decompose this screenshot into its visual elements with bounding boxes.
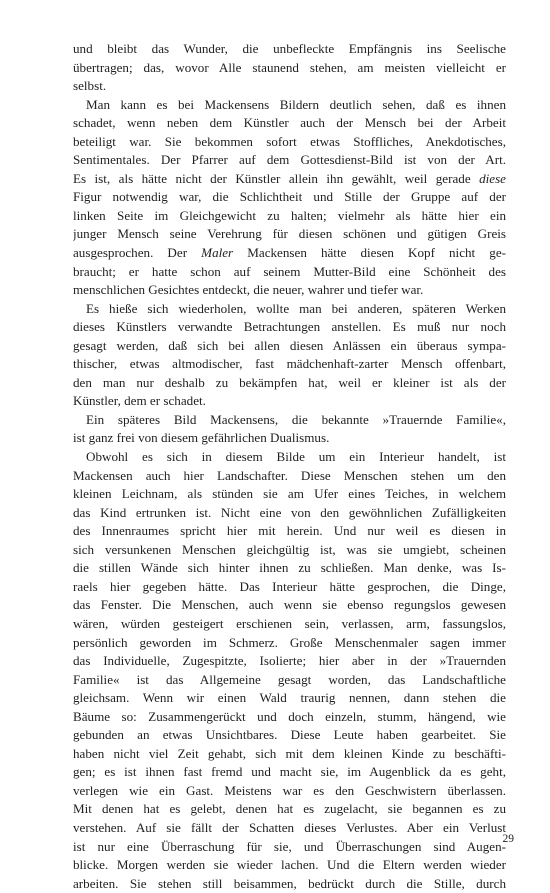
emphasized-word: diese bbox=[479, 170, 506, 186]
text-line bbox=[73, 708, 506, 727]
text-segment: thischer, etwas altmodischer, fast mädchenhaft-zarter Mensch offenbart, bbox=[73, 356, 506, 372]
text-line bbox=[73, 726, 506, 745]
text-line bbox=[73, 300, 506, 319]
text-line bbox=[73, 59, 506, 78]
text-line bbox=[73, 114, 506, 133]
text-segment: verstehen. Auf sie fällt der Schatten dieses Verlustes. Aber ein Verlust bbox=[73, 819, 506, 835]
text-segment: persönlich geworden im Schmerz. Große Menschenmaler sagen immer bbox=[73, 634, 506, 650]
text-segment: Bäume so: Zusammengerückt und doch einzeln, stumm, hängend, wie bbox=[73, 708, 506, 724]
text-line bbox=[73, 244, 506, 263]
text-line bbox=[73, 856, 506, 875]
text-segment: menschlichen Gesichtes entdeckt, die neuer, wahrer und tiefer war. bbox=[73, 282, 424, 298]
page-number: 29 bbox=[502, 833, 514, 845]
text-segment: raels hier gegeben hätte. Das Interieur hätte gesprochen, die Dinge, bbox=[73, 578, 506, 594]
text-line bbox=[73, 207, 506, 226]
text-segment: Sentimentales. Der Pfarrer auf dem Gottesdienst-Bild ist von der Art. bbox=[73, 152, 506, 168]
text-line bbox=[73, 392, 506, 411]
text-segment: die stillen Wände sich hinter ihnen zu schließen. Man denke, was Is- bbox=[73, 560, 506, 576]
text-line bbox=[73, 170, 506, 189]
text-line bbox=[73, 615, 506, 634]
text-line bbox=[73, 596, 506, 615]
text-line bbox=[73, 800, 506, 819]
text-segment: braucht; er hatte schon auf seinem Mutter-Bild eine Schönheit des bbox=[73, 263, 506, 279]
text-line bbox=[73, 838, 506, 857]
text-line bbox=[73, 652, 506, 671]
text-segment: verlegen wie ein Gast. Meistens war es den Geschwistern überlassen. bbox=[73, 782, 506, 798]
text-segment: das Fenster. Die Menschen, auch wenn sie ebenso regungslos gewesen bbox=[73, 597, 506, 613]
text-segment: den man nur deshalb zu bekämpfen hat, weil er kleiner ist als der bbox=[73, 374, 506, 390]
text-segment: Mackensen hätte diesen Kopf nicht ge- bbox=[233, 245, 506, 261]
text-line bbox=[73, 578, 506, 597]
text-segment: und bleibt das Wunder, die unbefleckte Empfängnis ins Seelische bbox=[73, 41, 506, 56]
body-text bbox=[73, 40, 506, 893]
text-line bbox=[73, 782, 506, 801]
text-line bbox=[73, 318, 506, 337]
text-line bbox=[73, 429, 506, 448]
text-line bbox=[73, 467, 506, 486]
text-line bbox=[73, 133, 506, 152]
text-segment: ist ganz frei von diesem gefährlichen Dualismus. bbox=[73, 430, 330, 446]
text-segment: selbst. bbox=[73, 78, 107, 94]
text-line bbox=[73, 689, 506, 708]
text-segment: Man kann es bei Mackensens Bildern deutlich sehen, daß es ihnen bbox=[86, 96, 506, 112]
text-segment: Künstler, dem er schadet. bbox=[73, 393, 206, 409]
text-line bbox=[73, 504, 506, 523]
text-segment: das Kind ertrunken ist. Nicht eine von den gewöhnlichen Zufälligkeiten bbox=[73, 504, 506, 520]
text-segment: Mackensen auch hier Landschafter. Diese Menschen stehen um den bbox=[73, 467, 506, 483]
text-segment: dieses Künstlers verwandte Betrachtungen anstellen. Es muß nur noch bbox=[73, 319, 506, 335]
text-segment: gesagt werden, daß sich bei allen diesen Anlässen ein überaus sympa- bbox=[73, 337, 506, 353]
text-line bbox=[73, 263, 506, 282]
text-segment: übertragen; das, wovor Alle staunend stehen, am meisten vielleicht er bbox=[73, 59, 506, 75]
text-line bbox=[73, 485, 506, 504]
text-segment: das Individuelle, Zugespitzte, Isolierte; hier aber in der »Trauernden bbox=[73, 653, 506, 669]
text-segment: beteiligt war. Sie bekommen sofort etwas Stoffliches, Anekdotisches, bbox=[73, 133, 506, 149]
text-line bbox=[73, 40, 506, 59]
text-segment: Ein späteres Bild Mackensens, die bekannte »Trauernde Familie«, bbox=[86, 411, 506, 427]
text-segment: haben nicht viel Zeit gehabt, sich mit dem kleinen Kinde zu beschäfti- bbox=[73, 745, 506, 761]
text-line bbox=[73, 355, 506, 374]
text-segment: Es ist, als hätte nicht der Künstler allein ihn gewählt, weil gerade bbox=[73, 170, 480, 186]
text-segment: wären, würden gesteigert erschienen sein, verlassen, arm, fassungslos, bbox=[73, 615, 506, 631]
text-line bbox=[73, 225, 506, 244]
text-segment: ist nur eine Überraschung für sie, und Überraschungen sind Augen- bbox=[73, 838, 506, 854]
text-segment: gen; es ist ihnen fast fremd und macht sie, im Augenblick da es geht, bbox=[73, 764, 506, 780]
text-segment: kleinen Leichnam, als stünden sie am Ufer eines Teiches, in welchem bbox=[73, 486, 506, 502]
text-line bbox=[73, 151, 506, 170]
text-segment: gebunden an etwas Unsichtbares. Diese Leute haben gearbeitet. Sie bbox=[73, 727, 506, 743]
text-line bbox=[73, 634, 506, 653]
text-line bbox=[73, 559, 506, 578]
text-line bbox=[73, 819, 506, 838]
text-segment: des Innenraumes spricht hier mit herein. Und nur weil es diesen in bbox=[73, 523, 506, 539]
text-line bbox=[73, 763, 506, 782]
text-segment: Es hieße sich wiederholen, wollte man bei anderen, späteren Werken bbox=[86, 300, 506, 316]
text-segment: junger Mensch seine Verehrung für diesen schönen und gütigen Greis bbox=[73, 226, 506, 242]
text-line bbox=[73, 411, 506, 430]
text-line bbox=[73, 875, 506, 893]
text-line bbox=[73, 541, 506, 560]
text-line bbox=[73, 96, 506, 115]
text-line bbox=[73, 448, 506, 467]
emphasized-word: Maler bbox=[201, 245, 234, 261]
text-line bbox=[73, 671, 506, 690]
text-line bbox=[73, 188, 506, 207]
text-segment: schadet, wenn neben dem Künstler auch der Mensch bei der Arbeit bbox=[73, 115, 506, 131]
text-line bbox=[73, 77, 506, 96]
text-line bbox=[73, 281, 506, 300]
text-line bbox=[73, 745, 506, 764]
text-segment: Obwohl es sich in diesem Bilde um ein Interieur handelt, ist bbox=[86, 449, 506, 465]
text-line bbox=[73, 337, 506, 356]
text-segment: Mit denen hat es gelebt, denen hat es zugelacht, sie begannen es zu bbox=[73, 801, 506, 817]
text-segment: gleichsam. Wenn wir einen Wald traurig nennen, dann stehen die bbox=[73, 690, 506, 706]
text-line bbox=[73, 374, 506, 393]
text-segment: sich versunkenen Menschen gleichgültig ist, was sie umgiebt, scheinen bbox=[73, 541, 506, 557]
text-segment: Figur notwendig war, die Schlichtheit und Stille der Gruppe auf der bbox=[73, 189, 506, 205]
text-segment: blicke. Morgen werden sie wieder lachen. Und die Eltern werden wieder bbox=[73, 857, 506, 873]
text-segment: ausgesprochen. Der bbox=[73, 245, 202, 261]
text-segment: Familie« ist das Allgemeine gesagt worden, das Landschaftliche bbox=[73, 671, 506, 687]
text-line bbox=[73, 522, 506, 541]
text-segment: arbeiten. Sie stehen still beisammen, bedrückt durch die Stille, durch bbox=[73, 875, 506, 891]
text-segment: linken Seite im Gleichgewicht zu halten; vielmehr als hätte hier ein bbox=[73, 207, 506, 223]
